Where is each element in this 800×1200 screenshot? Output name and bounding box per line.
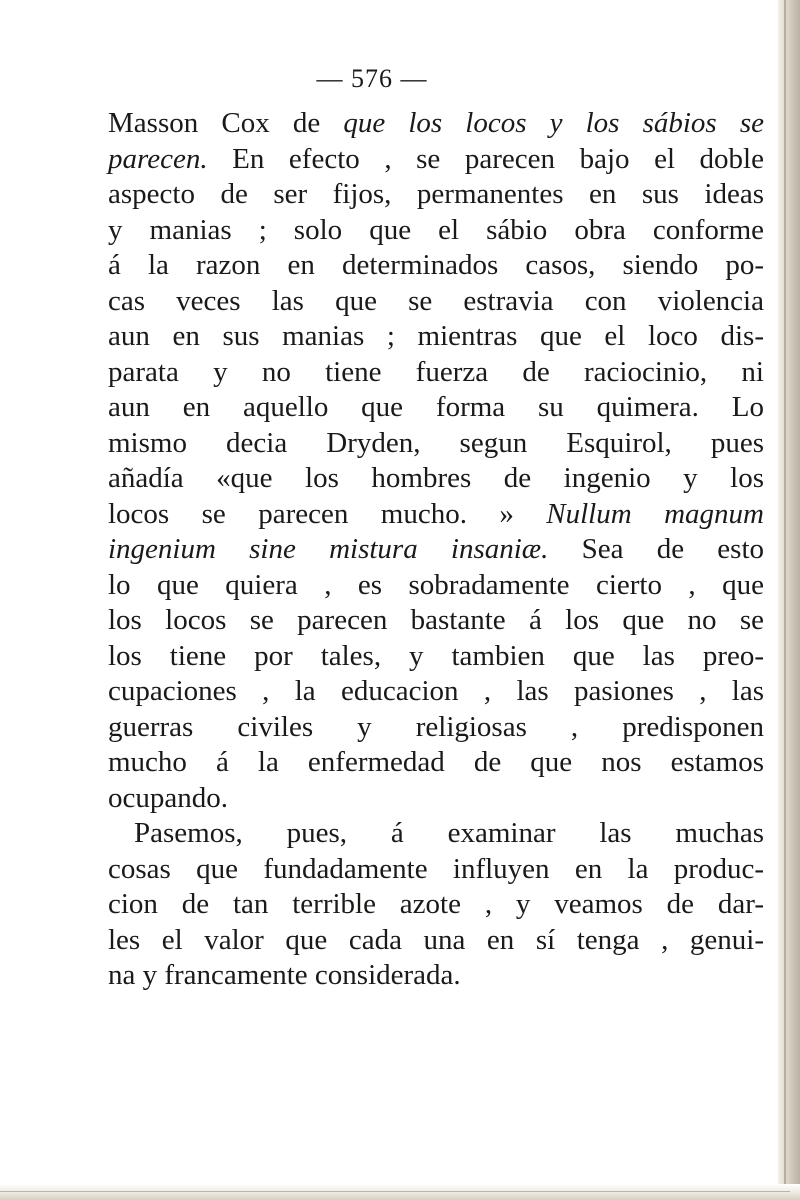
text-line — [108, 426, 764, 462]
italic-text: ingenium sine mistura insaniæ. — [108, 533, 549, 565]
text-line — [108, 781, 764, 817]
text-line — [108, 887, 764, 923]
text-line — [108, 177, 764, 213]
italic-text: que los locos y los sábios se — [343, 107, 764, 139]
text-run: guerras civiles y religiosas , predisponen — [108, 710, 764, 743]
text-run: parata y no tiene fuerza de raciocinio, ni — [108, 355, 764, 388]
text-run: locos se parecen mucho. » — [108, 497, 547, 530]
text-run: añadía «que los hombres de ingenio y los — [108, 462, 764, 494]
paragraph-2 — [108, 816, 764, 994]
text-run: cas veces las que se estravia con violencia — [108, 284, 764, 317]
text-line — [108, 923, 764, 959]
text-run: mismo decia Dryden, segun Esquirol, pues — [108, 426, 764, 459]
text-line — [108, 213, 764, 249]
page-right-edge — [778, 0, 800, 1200]
paragraph-1 — [108, 106, 764, 816]
text-line — [108, 639, 764, 675]
text-run: cosas que fundadamente influyen en la produc- — [108, 852, 764, 885]
text-run: aspecto de ser fijos, permanentes en sus ideas — [108, 178, 764, 210]
text-line — [108, 816, 764, 852]
text-run: lo que quiera , es sobradamente cierto , que — [108, 568, 764, 601]
text-line — [108, 355, 764, 391]
text-line — [108, 284, 764, 320]
text-line — [108, 319, 764, 355]
text-line — [108, 142, 764, 178]
text-line — [108, 532, 764, 568]
text-run: aun en sus manias ; mientras que el loco dis- — [108, 320, 764, 352]
page-bottom-edge — [0, 1184, 800, 1200]
text-run: Pasemos, pues, á examinar las muchas — [134, 817, 764, 849]
text-line — [108, 852, 764, 888]
text-run: los tiene por tales, y tambien que las preo- — [108, 639, 764, 672]
text-run: á la razon en determinados casos, siendo po- — [108, 249, 764, 281]
text-run: ocupando. — [108, 781, 228, 814]
text-run: cion de tan terrible azote , y veamos de dar- — [108, 888, 764, 920]
page-bottom-line — [0, 1191, 790, 1192]
text-line — [108, 461, 764, 497]
text-line — [108, 248, 764, 284]
text-run: les el valor que cada una en sí tenga , genui- — [108, 923, 764, 956]
text-run: Sea de esto — [548, 533, 764, 565]
body-text — [108, 106, 764, 994]
text-run: aun en aquello que forma su quimera. Lo — [108, 391, 764, 423]
page-edge-shadow — [784, 0, 786, 1200]
text-run: Masson Cox de — [108, 107, 344, 139]
text-line — [108, 674, 764, 710]
text-line — [108, 603, 764, 639]
text-run: y manias ; solo que el sábio obra conforme — [108, 213, 764, 246]
text-run: En efecto , se parecen bajo el doble — [207, 142, 764, 175]
text-line — [108, 958, 764, 994]
italic-text: Nullum magnum — [546, 497, 764, 530]
text-line — [108, 390, 764, 426]
page-number: — 576 — — [316, 64, 428, 93]
italic-text: parecen. — [108, 142, 208, 175]
text-line — [108, 710, 764, 746]
text-run: los locos se parecen bastante á los que no se — [108, 604, 764, 636]
text-run: cupaciones , la educacion , las pasiones , las — [108, 675, 764, 707]
text-line — [108, 568, 764, 604]
text-line — [108, 106, 764, 142]
text-line — [108, 745, 764, 781]
text-line — [108, 497, 764, 533]
text-run: na y francamente considerada. — [108, 959, 461, 991]
text-run: mucho á la enfermedad de que nos estamos — [108, 746, 764, 778]
